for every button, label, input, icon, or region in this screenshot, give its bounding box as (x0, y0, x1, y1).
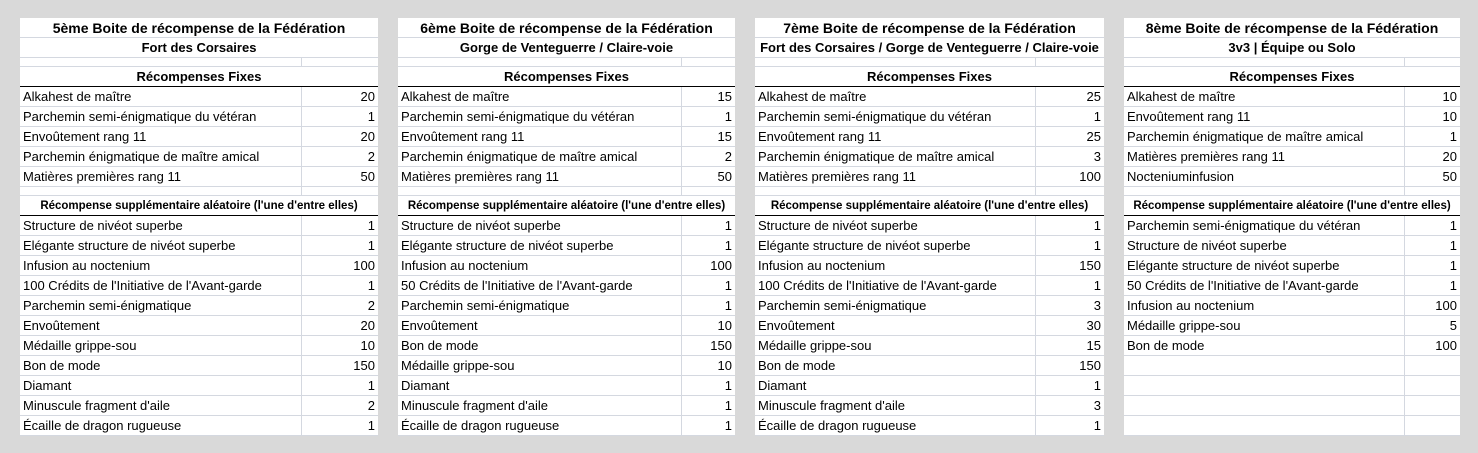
item-name-cell[interactable]: Envoûtement (755, 316, 1036, 335)
item-name-cell[interactable]: Minuscule fragment d'aile (20, 396, 302, 415)
table-row (755, 107, 1104, 127)
item-name-cell[interactable]: Parchemin semi-énigmatique (755, 296, 1036, 315)
item-name-cell[interactable]: Bon de mode (20, 356, 302, 375)
item-name-cell[interactable]: Minuscule fragment d'aile (398, 396, 682, 415)
item-quantity-cell[interactable]: 150 (1079, 358, 1101, 373)
empty-row (20, 58, 378, 67)
table-row (20, 416, 378, 436)
item-quantity-cell[interactable]: 15 (1086, 338, 1101, 353)
item-quantity-cell[interactable]: 150 (1079, 258, 1101, 273)
item-quantity-cell[interactable]: 1 (724, 238, 732, 253)
item-quantity-cell[interactable]: 3 (1093, 298, 1101, 313)
table-row (755, 356, 1104, 376)
empty-cell[interactable] (20, 187, 302, 195)
empty-cell[interactable] (1036, 187, 1104, 195)
item-quantity-cell[interactable]: 1 (724, 278, 732, 293)
item-quantity-cell[interactable]: 2 (367, 149, 375, 164)
table-row (755, 396, 1104, 416)
table-row (398, 296, 735, 316)
item-quantity-cell[interactable]: 15 (717, 129, 732, 144)
item-quantity-cell[interactable]: 150 (353, 358, 375, 373)
item-quantity-cell[interactable]: 50 (1442, 169, 1457, 184)
panel-title: 5ème Boite de récompense de la Fédération (20, 18, 378, 38)
item-name-cell[interactable]: Parchemin semi-énigmatique (20, 296, 302, 315)
item-quantity-cell[interactable]: 50 (360, 169, 375, 184)
item-name-cell[interactable]: Parchemin énigmatique de maître amical (20, 147, 302, 166)
item-name-cell[interactable]: Bon de mode (1124, 336, 1405, 355)
item-name-cell[interactable]: Matières premières rang 11 (20, 167, 302, 186)
table-row (20, 127, 378, 147)
item-name-cell[interactable]: Envoûtement rang 11 (1124, 107, 1405, 126)
table-row (1124, 256, 1460, 276)
table-row (1124, 416, 1460, 436)
item-quantity-cell[interactable]: 1 (1449, 258, 1457, 273)
empty-row (755, 187, 1104, 196)
item-quantity-cell[interactable]: 25 (1086, 89, 1101, 104)
item-quantity-cell[interactable]: 150 (710, 338, 732, 353)
table-row (20, 147, 378, 167)
table-row (20, 87, 378, 107)
table-row (755, 416, 1104, 436)
table-row (1124, 147, 1460, 167)
item-quantity-cell[interactable]: 3 (1093, 149, 1101, 164)
panel-subtitle: 3v3 | Équipe ou Solo (1124, 38, 1460, 58)
item-quantity-cell[interactable] (1405, 396, 1460, 415)
table-row (1124, 276, 1460, 296)
item-quantity-cell[interactable]: 1 (367, 278, 375, 293)
table-row (20, 256, 378, 276)
item-name-cell[interactable]: Diamant (755, 376, 1036, 395)
empty-cell[interactable] (398, 187, 682, 195)
item-quantity-cell[interactable]: 2 (367, 298, 375, 313)
item-name-cell[interactable]: Elégante structure de nivéot superbe (398, 236, 682, 255)
item-quantity-cell[interactable]: 10 (1442, 89, 1457, 104)
random-rewards-header: Récompense supplémentaire aléatoire (l'une d'entre elles) (755, 196, 1104, 216)
table-row (398, 147, 735, 167)
item-name-cell[interactable]: Minuscule fragment d'aile (755, 396, 1036, 415)
item-quantity-cell[interactable]: 3 (1093, 398, 1101, 413)
item-quantity-cell[interactable]: 2 (367, 398, 375, 413)
item-name-cell[interactable]: Envoûtement (398, 316, 682, 335)
item-quantity-cell[interactable]: 1 (724, 418, 732, 433)
reward-box-panel (398, 18, 735, 436)
item-quantity-cell[interactable] (1405, 416, 1460, 435)
item-name-cell[interactable]: 100 Crédits de l'Initiative de l'Avant-garde (755, 276, 1036, 295)
fixed-rewards-header: Récompenses Fixes (398, 67, 735, 87)
empty-row (398, 58, 735, 67)
table-row (398, 356, 735, 376)
reward-box-panel (20, 18, 378, 436)
fixed-rewards-header: Récompenses Fixes (755, 67, 1104, 87)
table-row (398, 167, 735, 187)
empty-cell[interactable] (755, 58, 1036, 66)
table-row (398, 107, 735, 127)
item-name-cell[interactable]: Structure de nivéot superbe (1124, 236, 1405, 255)
item-name-cell[interactable]: Matières premières rang 11 (755, 167, 1036, 186)
item-quantity-cell[interactable]: 20 (360, 318, 375, 333)
item-quantity-cell[interactable]: 1 (367, 109, 375, 124)
item-quantity-cell[interactable]: 1 (724, 298, 732, 313)
item-quantity-cell[interactable]: 20 (360, 129, 375, 144)
empty-row (20, 187, 378, 196)
table-row (1124, 216, 1460, 236)
empty-cell[interactable] (1124, 58, 1405, 66)
table-row (20, 167, 378, 187)
table-row (398, 87, 735, 107)
item-quantity-cell[interactable]: 1 (1093, 278, 1101, 293)
item-name-cell[interactable]: Écaille de dragon rugueuse (20, 416, 302, 435)
empty-cell[interactable] (302, 187, 378, 195)
table-row (1124, 296, 1460, 316)
item-name-cell[interactable]: 50 Crédits de l'Initiative de l'Avant-garde (1124, 276, 1405, 295)
item-quantity-cell[interactable]: 50 (717, 169, 732, 184)
item-name-cell[interactable] (1124, 356, 1405, 375)
item-quantity-cell[interactable]: 15 (717, 89, 732, 104)
item-quantity-cell[interactable]: 1 (1093, 218, 1101, 233)
table-row (398, 256, 735, 276)
item-name-cell[interactable]: Envoûtement rang 11 (20, 127, 302, 146)
item-name-cell[interactable]: Structure de nivéot superbe (20, 216, 302, 235)
item-name-cell[interactable]: Parchemin semi-énigmatique du vétéran (1124, 216, 1405, 235)
empty-cell[interactable] (682, 58, 735, 66)
table-row (20, 396, 378, 416)
empty-cell[interactable] (1405, 58, 1460, 66)
item-name-cell[interactable]: Infusion au noctenium (398, 256, 682, 275)
table-row (398, 416, 735, 436)
item-name-cell[interactable]: Écaille de dragon rugueuse (755, 416, 1036, 435)
empty-cell[interactable] (1124, 187, 1405, 195)
item-quantity-cell[interactable]: 10 (360, 338, 375, 353)
item-name-cell[interactable]: Infusion au noctenium (1124, 296, 1405, 315)
item-name-cell[interactable]: Bon de mode (398, 336, 682, 355)
item-name-cell[interactable]: Parchemin semi-énigmatique du vétéran (755, 107, 1036, 126)
item-quantity-cell[interactable]: 1 (1449, 218, 1457, 233)
item-quantity-cell[interactable] (1405, 376, 1460, 395)
item-name-cell[interactable]: Alkahest de maître (1124, 87, 1405, 106)
item-quantity-cell[interactable]: 10 (1442, 109, 1457, 124)
item-quantity-cell[interactable]: 2 (724, 149, 732, 164)
item-name-cell[interactable]: Envoûtement (20, 316, 302, 335)
item-name-cell[interactable]: Infusion au noctenium (755, 256, 1036, 275)
table-row (1124, 396, 1460, 416)
random-rewards-header: Récompense supplémentaire aléatoire (l'une d'entre elles) (20, 196, 378, 216)
item-name-cell[interactable] (1124, 376, 1405, 395)
item-name-cell[interactable]: Alkahest de maître (755, 87, 1036, 106)
item-quantity-cell[interactable]: 30 (1086, 318, 1101, 333)
random-rewards-header: Récompense supplémentaire aléatoire (l'une d'entre elles) (1124, 196, 1460, 216)
item-quantity-cell[interactable]: 1 (1093, 238, 1101, 253)
table-row (755, 127, 1104, 147)
panel-subtitle: Fort des Corsaires (20, 38, 378, 58)
item-name-cell[interactable]: Parchemin semi-énigmatique (398, 296, 682, 315)
empty-cell[interactable] (682, 187, 735, 195)
table-row (755, 336, 1104, 356)
table-row (20, 356, 378, 376)
table-row (398, 336, 735, 356)
item-quantity-cell[interactable]: 25 (1086, 129, 1101, 144)
empty-row (755, 58, 1104, 67)
item-name-cell[interactable]: Parchemin semi-énigmatique du vétéran (398, 107, 682, 126)
item-quantity-cell[interactable]: 1 (1093, 418, 1101, 433)
item-name-cell[interactable]: Diamant (20, 376, 302, 395)
item-quantity-cell[interactable]: 1 (724, 218, 732, 233)
item-name-cell[interactable]: Nocteniuminfusion (1124, 167, 1405, 186)
empty-cell[interactable] (755, 187, 1036, 195)
item-name-cell[interactable]: Envoûtement rang 11 (398, 127, 682, 146)
item-name-cell[interactable]: Médaille grippe-sou (1124, 316, 1405, 335)
table-row (755, 316, 1104, 336)
item-name-cell[interactable]: 100 Crédits de l'Initiative de l'Avant-garde (20, 276, 302, 295)
panel-title: 8ème Boite de récompense de la Fédération (1124, 18, 1460, 38)
reward-box-panel (1124, 18, 1460, 436)
item-name-cell[interactable]: Médaille grippe-sou (20, 336, 302, 355)
table-row (1124, 167, 1460, 187)
item-quantity-cell[interactable]: 1 (367, 238, 375, 253)
item-name-cell[interactable]: Médaille grippe-sou (398, 356, 682, 375)
empty-cell[interactable] (1036, 58, 1104, 66)
table-row (20, 236, 378, 256)
item-quantity-cell[interactable]: 10 (717, 318, 732, 333)
item-quantity-cell[interactable]: 20 (360, 89, 375, 104)
item-name-cell[interactable]: Matières premières rang 11 (398, 167, 682, 186)
item-name-cell[interactable]: Infusion au noctenium (20, 256, 302, 275)
item-quantity-cell[interactable]: 100 (1079, 169, 1101, 184)
table-row (20, 107, 378, 127)
item-name-cell[interactable]: Structure de nivéot superbe (398, 216, 682, 235)
reward-box-panel (755, 18, 1104, 436)
item-quantity-cell[interactable]: 1 (724, 109, 732, 124)
item-name-cell[interactable]: Médaille grippe-sou (755, 336, 1036, 355)
item-name-cell[interactable]: Parchemin énigmatique de maître amical (1124, 127, 1405, 146)
item-quantity-cell[interactable]: 100 (1435, 338, 1457, 353)
table-row (1124, 127, 1460, 147)
item-name-cell[interactable]: Envoûtement rang 11 (755, 127, 1036, 146)
table-row (20, 316, 378, 336)
item-name-cell[interactable] (1124, 396, 1405, 415)
item-quantity-cell[interactable]: 100 (1435, 298, 1457, 313)
table-row (755, 296, 1104, 316)
table-row (398, 276, 735, 296)
empty-cell[interactable] (398, 58, 682, 66)
table-row (755, 216, 1104, 236)
item-name-cell[interactable]: Alkahest de maître (20, 87, 302, 106)
fixed-rewards-header: Récompenses Fixes (20, 67, 378, 87)
item-name-cell[interactable]: Parchemin énigmatique de maître amical (755, 147, 1036, 166)
table-row (1124, 87, 1460, 107)
table-row (398, 236, 735, 256)
table-row (1124, 356, 1460, 376)
item-quantity-cell[interactable]: 1 (1093, 378, 1101, 393)
table-row (20, 336, 378, 356)
item-name-cell[interactable]: Alkahest de maître (398, 87, 682, 106)
panel-title: 7ème Boite de récompense de la Fédération (755, 18, 1104, 38)
table-row (1124, 107, 1460, 127)
item-name-cell[interactable]: Diamant (398, 376, 682, 395)
table-row (398, 376, 735, 396)
item-name-cell[interactable]: Structure de nivéot superbe (755, 216, 1036, 235)
item-quantity-cell[interactable]: 1 (367, 378, 375, 393)
empty-row (1124, 187, 1460, 196)
item-quantity-cell[interactable]: 5 (1449, 318, 1457, 333)
item-name-cell[interactable]: Elégante structure de nivéot superbe (20, 236, 302, 255)
table-row (755, 376, 1104, 396)
table-row (755, 167, 1104, 187)
table-row (755, 276, 1104, 296)
item-name-cell[interactable]: 50 Crédits de l'Initiative de l'Avant-garde (398, 276, 682, 295)
panel-subtitle: Fort des Corsaires / Gorge de Venteguerre / Claire-voie (755, 38, 1104, 58)
item-name-cell[interactable]: Écaille de dragon rugueuse (398, 416, 682, 435)
table-row (398, 396, 735, 416)
fixed-rewards-header: Récompenses Fixes (1124, 67, 1460, 87)
table-row (755, 147, 1104, 167)
item-name-cell[interactable]: Elégante structure de nivéot superbe (1124, 256, 1405, 275)
empty-row (1124, 58, 1460, 67)
item-quantity-cell[interactable] (1405, 356, 1460, 375)
table-row (1124, 336, 1460, 356)
table-row (20, 276, 378, 296)
item-quantity-cell[interactable]: 1 (367, 218, 375, 233)
random-rewards-header: Récompense supplémentaire aléatoire (l'une d'entre elles) (398, 196, 735, 216)
item-quantity-cell[interactable]: 10 (717, 358, 732, 373)
panel-title: 6ème Boite de récompense de la Fédération (398, 18, 735, 38)
item-quantity-cell[interactable]: 100 (710, 258, 732, 273)
item-quantity-cell[interactable]: 100 (353, 258, 375, 273)
table-row (398, 127, 735, 147)
table-row (755, 236, 1104, 256)
table-row (398, 216, 735, 236)
table-row (1124, 376, 1460, 396)
table-row (755, 256, 1104, 276)
table-row (20, 296, 378, 316)
table-row (20, 216, 378, 236)
item-name-cell[interactable]: Parchemin énigmatique de maître amical (398, 147, 682, 166)
item-quantity-cell[interactable]: 20 (1442, 149, 1457, 164)
table-row (398, 316, 735, 336)
item-name-cell[interactable] (1124, 416, 1405, 435)
empty-row (398, 187, 735, 196)
table-row (1124, 316, 1460, 336)
empty-cell[interactable] (302, 58, 378, 66)
item-name-cell[interactable]: Parchemin semi-énigmatique du vétéran (20, 107, 302, 126)
table-row (20, 376, 378, 396)
item-quantity-cell[interactable]: 1 (1093, 109, 1101, 124)
empty-cell[interactable] (1405, 187, 1460, 195)
item-name-cell[interactable]: Bon de mode (755, 356, 1036, 375)
item-quantity-cell[interactable]: 1 (1449, 238, 1457, 253)
item-name-cell[interactable]: Matières premières rang 11 (1124, 147, 1405, 166)
item-name-cell[interactable]: Elégante structure de nivéot superbe (755, 236, 1036, 255)
empty-cell[interactable] (20, 58, 302, 66)
panel-subtitle: Gorge de Venteguerre / Claire-voie (398, 38, 735, 58)
table-row (755, 87, 1104, 107)
item-quantity-cell[interactable]: 1 (1449, 129, 1457, 144)
item-quantity-cell[interactable]: 1 (1449, 278, 1457, 293)
item-quantity-cell[interactable]: 1 (724, 398, 732, 413)
table-row (1124, 236, 1460, 256)
item-quantity-cell[interactable]: 1 (367, 418, 375, 433)
item-quantity-cell[interactable]: 1 (724, 378, 732, 393)
